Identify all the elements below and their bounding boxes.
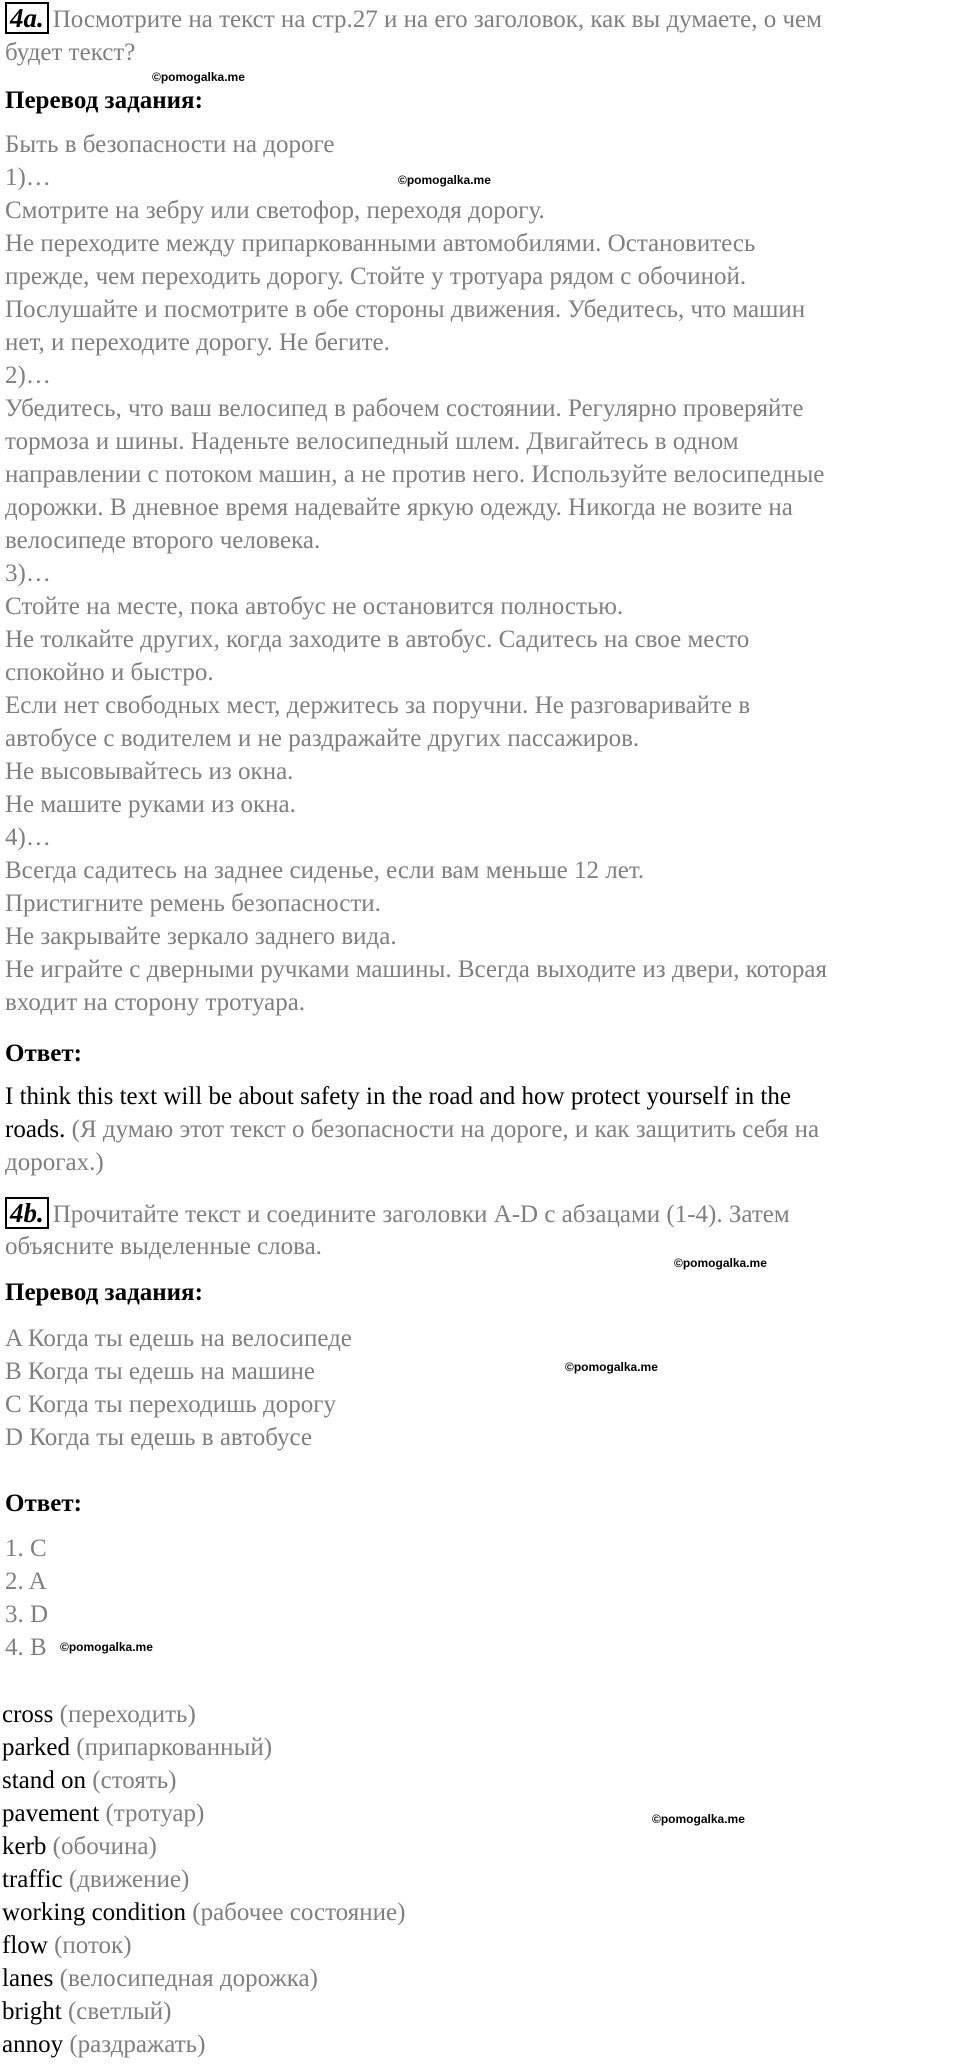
- task-4a-translation-heading: Перевод задания:: [5, 87, 203, 114]
- translation-line: Не закрывайте зеркало заднего вида.: [5, 923, 397, 950]
- translation-line: нет, и переходите дорогу. Не бегите.: [5, 329, 390, 356]
- vocab-translation: (рабочее состояние): [192, 1899, 406, 1926]
- task-4b-answer-heading: Ответ:: [5, 1490, 82, 1517]
- vocab-translation: (велосипедная дорожка): [59, 1965, 318, 1992]
- translation-line: Послушайте и посмотрите в обе стороны движения. Убедитесь, что машин: [5, 296, 806, 323]
- answer-item: 4. B: [5, 1634, 47, 1661]
- translation-line: входит на сторону тротуара.: [5, 989, 306, 1016]
- translation-line: Не высовывайтесь из окна.: [5, 758, 294, 785]
- answer-russian: (Я думаю этот текст о безопасности на дороге, и как защитить себя на: [71, 1116, 820, 1143]
- vocab-word: kerb: [2, 1833, 47, 1860]
- vocab-word: parked: [2, 1734, 71, 1761]
- task-4b-translation-heading: Перевод задания:: [5, 1279, 203, 1306]
- task-4b-prompt-line1: Прочитайте текст и соедините заголовки A-D с абзацами (1-4). Затем: [52, 1201, 790, 1228]
- translation-line: 1)…: [5, 164, 51, 191]
- vocab-word: cross: [2, 1701, 54, 1728]
- translation-line: Если нет свободных мест, держитесь за поручни. Не разговаривайте в: [5, 692, 751, 719]
- answer-item: 2. A: [5, 1568, 47, 1595]
- translation-line: Не толкайте других, когда заходите в автобус. Садитесь на свое место: [5, 626, 750, 653]
- translation-line: велосипеде второго человека.: [5, 527, 321, 554]
- translation-line: 2)…: [5, 362, 51, 389]
- translation-line: Не играйте с дверными ручками машины. Всегда выходите из двери, которая: [5, 956, 827, 983]
- vocab-item: [2, 1995, 171, 2028]
- vocab-word: stand on: [2, 1767, 87, 1794]
- watermark: ©pomogalka.me: [398, 173, 491, 187]
- answer-item: 3. D: [5, 1601, 49, 1628]
- translation-line: B Когда ты едешь на машине: [5, 1358, 315, 1385]
- vocab-item: [2, 1962, 318, 1995]
- vocab-translation: (стоять): [92, 1767, 177, 1794]
- watermark: ©pomogalka.me: [60, 1640, 153, 1654]
- vocab-word: working condition: [2, 1899, 187, 1926]
- translation-line: D Когда ты едешь в автобусе: [5, 1424, 312, 1451]
- vocab-item: [2, 1863, 189, 1896]
- translation-line: 4)…: [5, 824, 51, 851]
- vocab-item: [2, 1698, 196, 1731]
- translation-line: дорожки. В дневное время надевайте яркую одежду. Никогда не возите на: [5, 494, 793, 521]
- task-4b-prompt-line2: объясните выделенные слова.: [5, 1233, 322, 1260]
- translation-line: спокойно и быстро.: [5, 659, 214, 686]
- translation-line: C Когда ты переходишь дорогу: [5, 1391, 336, 1418]
- vocab-translation: (поток): [54, 1932, 132, 1959]
- translation-line: Стойте на месте, пока автобус не остановится полностью.: [5, 593, 624, 620]
- translation-line: направлении с потоком машин, а не против него. Используйте велосипедные: [5, 461, 825, 488]
- translation-line: Смотрите на зебру или светофор, переходя дорогу.: [5, 197, 545, 224]
- task-4b-number: 4b.: [5, 1197, 49, 1229]
- watermark: ©pomogalka.me: [652, 1812, 745, 1826]
- translation-line: тормоза и шины. Наденьте велосипедный шлем. Двигайтесь в одном: [5, 428, 739, 455]
- vocab-item: [2, 2028, 205, 2061]
- vocab-word: annoy: [2, 2031, 64, 2058]
- vocab-word: traffic: [2, 1866, 63, 1893]
- vocab-word: flow: [2, 1932, 48, 1959]
- vocab-item: [2, 1731, 272, 1764]
- watermark: ©pomogalka.me: [152, 70, 245, 84]
- translation-line: Всегда садитесь на заднее сиденье, если вам меньше 12 лет.: [5, 857, 645, 884]
- task-4a-number: 4a.: [5, 2, 49, 34]
- vocab-item: [2, 1896, 405, 1929]
- vocab-word: bright: [2, 1998, 62, 2025]
- task-4a-answer-line1: I think this text will be about safety in the road and how protect yourself in the: [5, 1083, 791, 1110]
- vocab-item: [2, 1929, 132, 1962]
- task-4a-answer-heading: Ответ:: [5, 1040, 82, 1067]
- vocab-translation: (припаркованный): [76, 1734, 273, 1761]
- translation-line: автобусе с водителем и не раздражайте других пассажиров.: [5, 725, 640, 752]
- task-4a-answer-line3: дорогах.): [5, 1149, 104, 1176]
- translation-line: Быть в безопасности на дороге: [5, 131, 335, 158]
- translation-line: 3)…: [5, 560, 51, 587]
- translation-line: Убедитесь, что ваш велосипед в рабочем состоянии. Регулярно проверяйте: [5, 395, 804, 422]
- vocab-translation: (тротуар): [105, 1800, 205, 1827]
- task-4b-prompt: [5, 1197, 790, 1231]
- answer-item: 1. C: [5, 1535, 47, 1562]
- vocab-translation: (движение): [68, 1866, 190, 1893]
- translation-line: Пристигните ремень безопасности.: [5, 890, 381, 917]
- vocab-translation: (раздражать): [69, 2031, 206, 2058]
- vocab-item: [2, 1830, 157, 1863]
- task-4a-answer-line2: [5, 1113, 819, 1146]
- vocab-translation: (светлый): [67, 1998, 172, 2025]
- task-4a-prompt-line1: Посмотрите на текст на стр.27 и на его заголовок, как вы думаете, о чем: [52, 6, 822, 33]
- translation-line: Не переходите между припаркованными автомобилями. Остановитесь: [5, 230, 756, 257]
- translation-line: A Когда ты едешь на велосипеде: [5, 1325, 352, 1352]
- vocab-word: lanes: [2, 1965, 54, 1992]
- vocab-translation: (обочина): [52, 1833, 157, 1860]
- vocab-item: [2, 1797, 204, 1830]
- translation-line: Не машите руками из окна.: [5, 791, 296, 818]
- watermark: ©pomogalka.me: [674, 1256, 767, 1270]
- vocab-translation: (переходить): [59, 1701, 196, 1728]
- vocab-word: pavement: [2, 1800, 100, 1827]
- answer-english: roads.: [5, 1116, 66, 1143]
- task-4a-prompt: [5, 2, 822, 36]
- task-4a-prompt-line2: будет текст?: [5, 39, 136, 66]
- watermark: ©pomogalka.me: [565, 1360, 658, 1374]
- vocab-item: [2, 1764, 176, 1797]
- translation-line: прежде, чем переходить дорогу. Стойте у тротуара рядом с обочиной.: [5, 263, 747, 290]
